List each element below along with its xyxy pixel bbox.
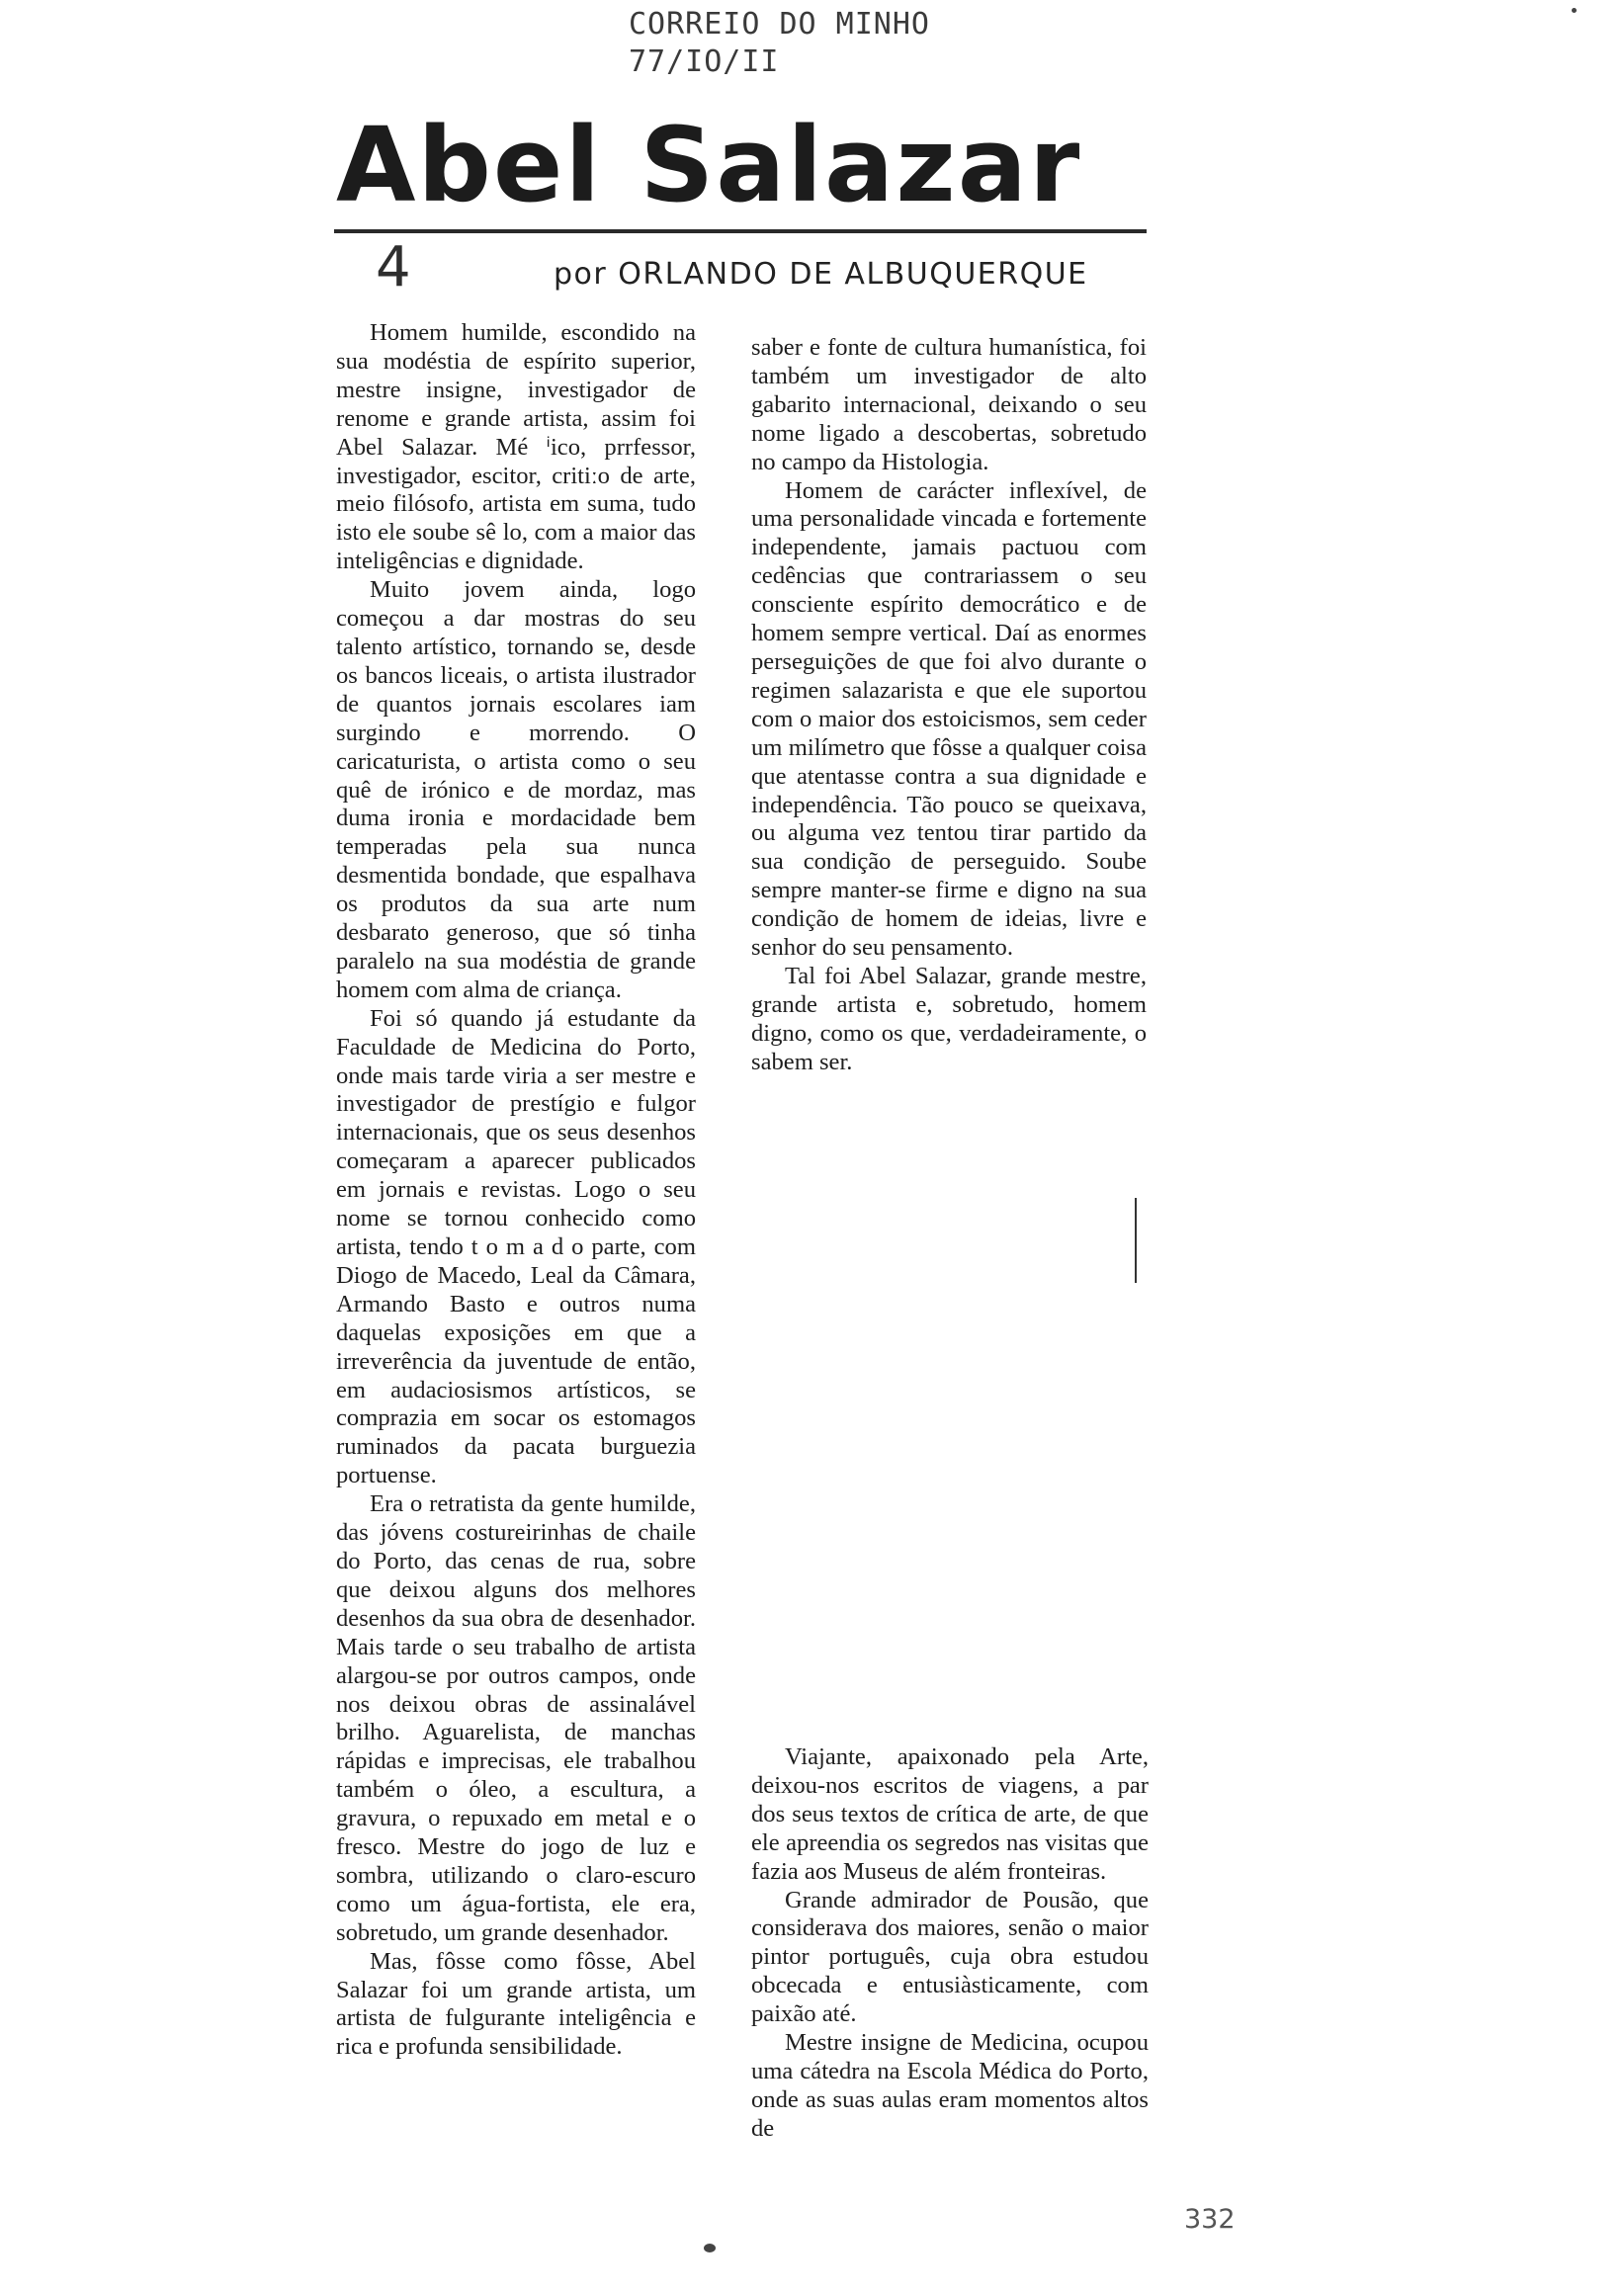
source-newspaper: CORREIO DO MINHO: [629, 7, 930, 42]
paragraph: Foi só quando já estudante da Faculdade de Medicina do Porto, onde mais tarde viria a ser mestre e investigador de prestígio e fulgor internacionais, que os seus desenhos começaram a aparecer publicados em jornais e revistas. Logo o seu nome se tornou conhecido como artista, tendo t o m a d o parte, com Diogo de Macedo, Leal da Câmara, Armando Basto e outros numa daquelas exposições em que a irreverência da juventude de então, em audaciosismos artísticos, se comprazia em socar os estomagos ruminados da pacata burguezia portuense.: [336, 1004, 696, 1489]
page-number: 332: [1184, 2204, 1236, 2235]
right-column-top: [751, 334, 1147, 1077]
title-rule: [334, 229, 1147, 233]
paragraph-continued: saber e fonte de cultura humanística, foi também um investigador de alto gabarito internacional, deixando o seu nome ligado a descobertas, sobretudo no campo da Histologia.: [751, 334, 1147, 475]
ink-speck: [704, 2244, 716, 2252]
paragraph: Muito jovem ainda, logo começou a dar mostras do seu talento artístico, tornando se, desde os bancos liceais, o artista ilustrador de quantos jornais escolares iam surgindo e morrendo. O caricaturista, o artista como o seu quê de irónico e de mordaz, mas duma ironia e mordacidade bem temperadas pela sua nunca desmentida bondade, que espalhava os produtos da sua arte num desbarato generoso, que só tinha paralelo na sua modéstia de grande homem com alma de criança.: [336, 576, 696, 1003]
article-title: Abel Salazar: [336, 105, 1082, 225]
margin-mark: [1135, 1198, 1137, 1283]
right-column-bottom: [751, 1743, 1149, 2144]
paragraph: Viajante, apaixonado pela Arte, deixou-nos escritos de viagens, a par dos seus textos de crítica de arte, de que ele apreendia os segredos nas visitas que fazia aos Museus de além fronteiras.: [751, 1743, 1149, 1885]
paragraph: Era o retratista da gente humilde, das jóvens costureirinhas de chaile do Porto, das cenas de rua, sobre que deixou alguns dos melhores desenhos da sua obra de desenhador. Mais tarde o seu trabalho de artista alargou-se por outros campos, onde nos deixou obras de assinalável brilho. Aguarelista, de manchas rápidas e imprecisas, ele trabalhou também o óleo, a escultura, a gravura, o repuxado em metal e o fresco. Mestre do jogo de luz e sombra, utilizando o claro-escuro como um água-fortista, ele era, sobretudo, um grande desenhador.: [336, 1490, 696, 1946]
left-column: [336, 319, 696, 2062]
paragraph: Homem humilde, escondido na sua modéstia de espírito superior, mestre insigne, investigador de renome e grande artista, assim foi Abel Salazar. Mé ⁱico, prrfessor, investigador, escitor, critiːo de arte, meio filósofo, artista em suma, tudo isto ele soube sê lo, com a maior das inteligências e dignidade.: [336, 319, 696, 575]
paragraph: Mas, fôsse como fôsse, Abel Salazar foi um grande artista, um artista de fulgurante inteligência e rica e profunda sensibilidade.: [336, 1947, 696, 2061]
source-date: 77/IO/II: [629, 44, 780, 79]
paragraph: Tal foi Abel Salazar, grande mestre, grande artista e, sobretudo, homem digno, como os que, verdadeiramente, o sabem ser.: [751, 962, 1147, 1075]
paragraph: Homem de carácter inflexível, de uma personalidade vincada e fortemente independente, jamais pactuou com cedências que contrariassem o seu consciente espírito democrático e de homem sempre vertical. Daí as enormes perseguições de que foi alvo durante o regimen salazarista e que ele suportou com o maior dos estoicismos, sem ceder um milímetro que fôsse a qualquer coisa que atentasse contra a sua dignidade e independência. Tão pouco se queixava, ou alguma vez tentou tirar partido da sua condição de perseguido. Soube sempre manter-se firme e digno na sua condição de homem de ideias, livre e senhor do seu pensamento.: [751, 476, 1147, 962]
ink-speck: [1572, 8, 1577, 13]
source-stamp: [629, 6, 930, 81]
paragraph: Mestre insigne de Medicina, ocupou uma cátedra na Escola Médica do Porto, onde as suas aulas eram momentos altos de: [751, 2029, 1149, 2142]
handwritten-mark: 4: [376, 235, 411, 299]
article-byline: por ORLANDO DE ALBUQUERQUE: [554, 257, 1088, 292]
paragraph: Grande admirador de Pousão, que considerava dos maiores, senão o maior pintor português, cuja obra estudou obcecada e entusiàsticamente, com paixão até.: [751, 1886, 1149, 2028]
